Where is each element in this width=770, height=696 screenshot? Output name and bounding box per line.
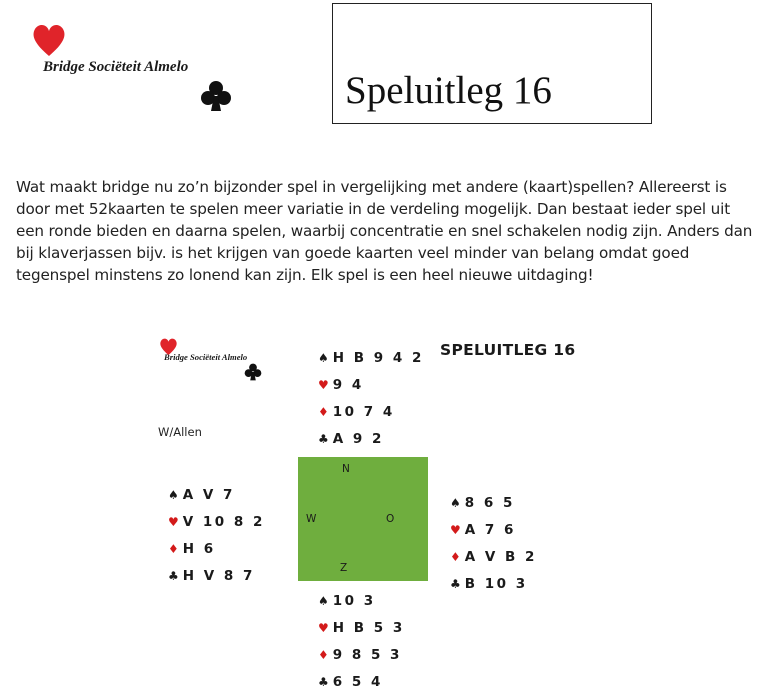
north-hand xyxy=(318,350,438,460)
north-spades-row xyxy=(318,350,424,366)
diamond-icon: ♦ xyxy=(450,550,461,564)
spade-icon: ♠ xyxy=(318,351,329,365)
west-spades-row xyxy=(168,487,235,503)
club-icon: ♣ xyxy=(450,577,461,591)
compass-east: O xyxy=(386,513,395,525)
spade-icon: ♠ xyxy=(168,488,179,502)
compass-north: N xyxy=(342,463,350,475)
west-hearts-row xyxy=(168,514,265,530)
title-box xyxy=(332,3,652,124)
south-clubs-row xyxy=(318,674,383,690)
west-diamonds: H 6 xyxy=(182,541,216,557)
north-spades: H B 9 4 2 xyxy=(332,350,424,366)
bridge-table xyxy=(298,457,428,581)
west-spades: A V 7 xyxy=(182,487,235,503)
heart-icon: ♥ xyxy=(450,523,461,537)
east-clubs: B 10 3 xyxy=(464,576,528,592)
north-clubs-row xyxy=(318,431,384,447)
east-hearts: A 7 6 xyxy=(464,522,516,538)
compass-south: Z xyxy=(340,562,348,574)
spade-icon: ♠ xyxy=(318,594,329,608)
south-spades-row xyxy=(318,593,376,609)
heart-logo-icon xyxy=(31,22,67,58)
spade-icon: ♠ xyxy=(450,496,461,510)
west-clubs: H V 8 7 xyxy=(182,568,255,584)
south-diamonds: 9 8 5 3 xyxy=(332,647,402,663)
page-title: Speluitleg 16 xyxy=(345,69,552,112)
north-clubs: A 9 2 xyxy=(332,431,384,447)
south-clubs: 6 5 4 xyxy=(332,674,383,690)
dealer-vulnerability: W/Allen xyxy=(158,425,202,439)
diagram-title: SPELUITLEG 16 xyxy=(440,341,576,359)
east-diamonds-row xyxy=(450,549,537,565)
diamond-icon: ♦ xyxy=(318,405,329,419)
club-icon: ♣ xyxy=(318,432,329,446)
west-diamonds-row xyxy=(168,541,216,557)
north-diamonds: 10 7 4 xyxy=(332,404,395,420)
intro-paragraph: Wat maakt bridge nu zo’n bijzonder spel in vergelijking met andere (kaart)spellen? Allereerst is door met 52kaarten te spelen meer variatie in de verdeling mogelijk. Dan bestaat ieder spel uit een ronde bieden en daarna spelen, waarbij concentratie en snel schakelen nodig zijn. Anders dan bij klaverjassen bijv. is het krijgen van goede kaarten veel minder van belang omdat goed tegenspel minstens zo lonend kan zijn. Elk spel is een heel nieuwe uitdaging! xyxy=(16,178,753,284)
logo-text: Bridge Sociëteit Almelo xyxy=(43,59,189,75)
club-icon: ♣ xyxy=(318,675,329,689)
club-logo-icon xyxy=(198,78,234,114)
west-hearts: V 10 8 2 xyxy=(182,514,265,530)
south-hearts-row xyxy=(318,620,405,636)
north-hearts: 9 4 xyxy=(332,377,364,393)
east-spades: 8 6 5 xyxy=(464,495,515,511)
east-clubs-row xyxy=(450,576,528,592)
club-logo-small-icon xyxy=(243,362,263,382)
south-hearts: H B 5 3 xyxy=(332,620,405,636)
club-icon: ♣ xyxy=(168,569,179,583)
compass-west: W xyxy=(306,513,317,525)
north-hearts-row xyxy=(318,377,364,393)
east-spades-row xyxy=(450,495,515,511)
east-hearts-row xyxy=(450,522,516,538)
south-hand xyxy=(318,593,438,693)
west-hand xyxy=(168,487,288,597)
diamond-icon: ♦ xyxy=(318,648,329,662)
west-clubs-row xyxy=(168,568,255,584)
diamond-icon: ♦ xyxy=(168,542,179,556)
east-diamonds: A V B 2 xyxy=(464,549,537,565)
north-diamonds-row xyxy=(318,404,395,420)
heart-icon: ♥ xyxy=(318,378,329,392)
south-diamonds-row xyxy=(318,647,402,663)
diagram-logo-text: Bridge Sociëteit Almelo xyxy=(164,352,248,362)
heart-icon: ♥ xyxy=(318,621,329,635)
heart-icon: ♥ xyxy=(168,515,179,529)
east-hand xyxy=(450,495,570,605)
south-spades: 10 3 xyxy=(332,593,376,609)
